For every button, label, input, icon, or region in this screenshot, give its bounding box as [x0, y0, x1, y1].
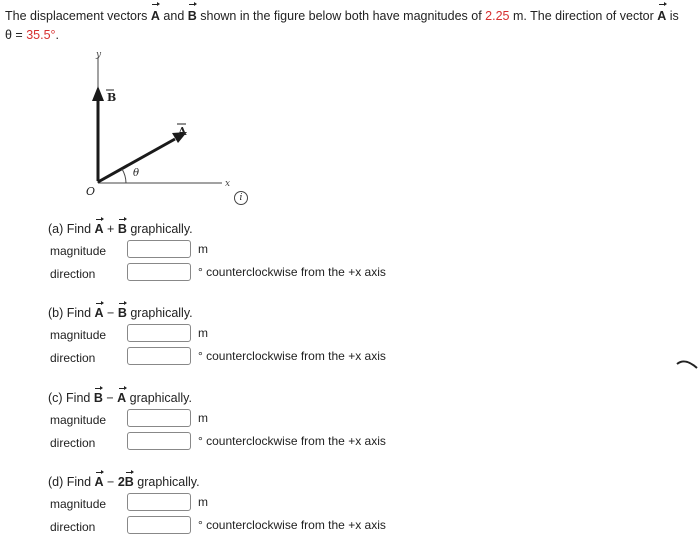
theta-label: θ	[133, 168, 140, 179]
part-d-direction-input[interactable]	[127, 516, 191, 534]
vector-figure	[80, 45, 250, 205]
part-d-direction-unit: ° counterclockwise from the +x axis	[198, 518, 386, 532]
part-a-vector-1: A	[94, 222, 104, 236]
intro-text-3: shown in the figure below both have magnitudes of	[196, 9, 486, 23]
part-c-prefix: (c) Find	[48, 391, 94, 405]
theta-suffix: .	[55, 28, 60, 42]
theta-prefix: θ =	[5, 28, 27, 42]
part-d-vector-1: A	[94, 475, 104, 489]
part-c-direction-label: direction	[50, 436, 96, 450]
part-a-direction-label: direction	[50, 267, 96, 281]
part-b-vector-2: B	[117, 306, 127, 320]
part-b-magnitude-unit: m	[198, 326, 208, 340]
vector-a-symbol: A	[151, 7, 160, 26]
part-b-suffix: graphically.	[126, 306, 193, 320]
part-c-title	[48, 391, 192, 405]
part-a-title	[48, 222, 193, 236]
cursor-squiggle-icon	[676, 358, 698, 370]
part-d-magnitude-label: magnitude	[50, 497, 107, 511]
x-axis-label: x	[225, 179, 231, 189]
vector-a-symbol-2: A	[657, 7, 666, 26]
part-b-magnitude-input[interactable]	[127, 324, 191, 342]
part-d-magnitude-unit: m	[198, 495, 208, 509]
part-d-suffix: graphically.	[133, 475, 200, 489]
part-d-vector-2: B	[124, 475, 134, 489]
origin-label: O	[86, 185, 96, 198]
part-a-magnitude-unit: m	[198, 242, 208, 256]
part-b-direction-label: direction	[50, 351, 96, 365]
theta-value: 35.5°	[26, 28, 56, 42]
intro-text-5: is	[666, 9, 679, 23]
part-b-magnitude-label: magnitude	[50, 328, 107, 342]
part-a-magnitude-input[interactable]	[127, 240, 191, 258]
part-b-operator: −	[103, 306, 118, 320]
vector-b-label: B	[107, 91, 117, 104]
info-icon[interactable]: i	[234, 191, 248, 205]
problem-statement	[5, 7, 695, 45]
part-d-coefficient: 2	[117, 475, 125, 489]
magnitude-value: 2.25	[485, 9, 510, 23]
part-b-prefix: (b) Find	[48, 306, 95, 320]
theta-arc	[122, 169, 126, 183]
part-a-direction-input[interactable]	[127, 263, 191, 281]
part-d-magnitude-input[interactable]	[127, 493, 191, 511]
part-a-magnitude-label: magnitude	[50, 244, 107, 258]
part-d-operator: −	[103, 475, 118, 489]
part-d-title	[48, 475, 200, 489]
part-c-magnitude-input[interactable]	[127, 409, 191, 427]
intro-text-4: m. The direction of vector	[509, 9, 658, 23]
part-a-prefix: (a) Find	[48, 222, 95, 236]
part-c-direction-input[interactable]	[127, 432, 191, 450]
vector-b-symbol: B	[188, 7, 197, 26]
part-b-title	[48, 306, 193, 320]
part-c-magnitude-unit: m	[198, 411, 208, 425]
intro-text-1: The displacement vectors	[5, 9, 151, 23]
part-c-suffix: graphically.	[126, 391, 192, 405]
part-b-vector-1: A	[94, 306, 104, 320]
part-a-suffix: graphically.	[126, 222, 193, 236]
part-d-prefix: (d) Find	[48, 475, 95, 489]
part-a-vector-2: B	[117, 222, 127, 236]
part-c-vector-2: A	[117, 391, 127, 405]
intro-text-2: and	[159, 9, 188, 23]
part-b-direction-unit: ° counterclockwise from the +x axis	[198, 349, 386, 363]
part-c-vector-1: B	[93, 391, 103, 405]
part-c-direction-unit: ° counterclockwise from the +x axis	[198, 434, 386, 448]
part-d-direction-label: direction	[50, 520, 96, 534]
part-b-direction-input[interactable]	[127, 347, 191, 365]
y-axis-label: y	[96, 50, 102, 60]
part-c-operator: −	[102, 391, 118, 405]
part-a-operator: +	[103, 222, 118, 236]
part-c-magnitude-label: magnitude	[50, 413, 107, 427]
vector-a-label: A	[178, 125, 187, 138]
vector-b-arrowhead	[92, 86, 104, 101]
part-a-direction-unit: ° counterclockwise from the +x axis	[198, 265, 386, 279]
